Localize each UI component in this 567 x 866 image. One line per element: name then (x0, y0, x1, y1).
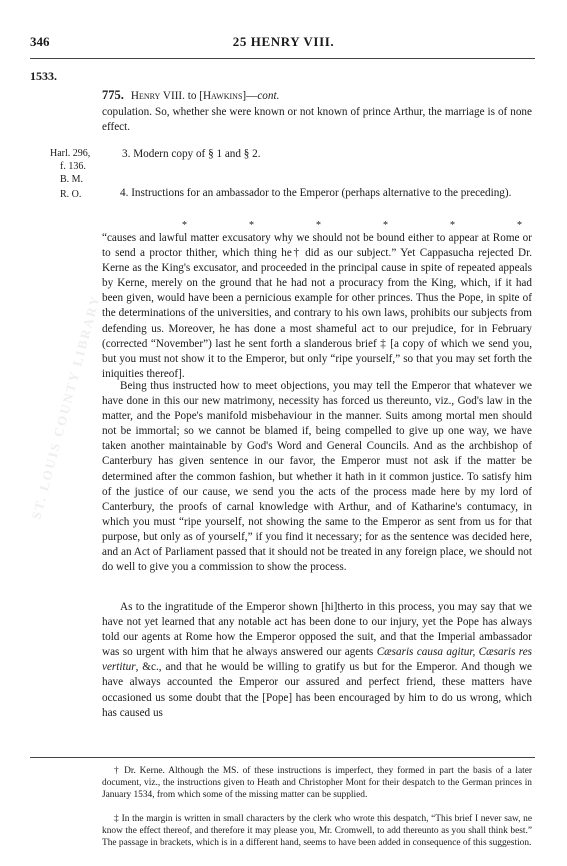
star-mark: * (249, 220, 254, 231)
paragraph-modern-copy: 3. Modern copy of § 1 and § 2. (122, 148, 261, 160)
ingratitude-text-a: As to the ingratitude of the Emperor shown [hi]therto in this process, you may say that we have not yet learned that any notable act has been done to our injury, yet the Pope has always told our agents at Rome how the Emperor opposed the suit, and that the Imperial ambassador was so urgent with him that he always answered our agents (102, 601, 532, 659)
entry-heading (102, 88, 532, 103)
footnote-dagger: † Dr. Kerne. Although the MS. of these instructions is imperfect, they formed in part the basis of a later document, viz., the instructions given to Heath and Christopher Mont for their despatch to the German princes in January 1534, from which some of the missing matter can be supplied. (102, 766, 532, 800)
page-header (0, 34, 567, 52)
entry-title-to: to [ (184, 90, 203, 102)
entry-title-dash: ]— (242, 90, 258, 102)
star-mark: * (517, 220, 522, 231)
footnote-rule (30, 757, 535, 758)
year-label: 1533. (30, 69, 57, 83)
star-mark: * (450, 220, 455, 231)
ellipsis-stars (182, 220, 522, 231)
entry-title-recipient: Hawkins (202, 90, 243, 102)
margin-ref-harl: Harl. 296, (50, 148, 91, 159)
svg-text:ST. LOUIS COUNTY LIBRARY: ST. LOUIS COUNTY LIBRARY (28, 293, 103, 521)
entry-title-sender: Henry VIII. (130, 90, 185, 102)
ingratitude-text-b: , &c., and that he would be willing to gratify us but for the Emperor. And though we have always accounted the Emperor our assured and perfect friend, these matters have occasioned us some doubt that the [Pope] has been encouraged by him to do us wrong, which has caused us (102, 661, 532, 719)
margin-ref-bm: B. M. (60, 174, 84, 185)
entry-number: 775. (102, 88, 124, 102)
paragraph-instructions: 4. Instructions for an ambassador to the Emperor (perhaps alternative to the preceding). (120, 187, 512, 199)
running-title: 25 HENRY VIII. (232, 34, 335, 49)
paragraph-causes: “causes and lawful matter excusatory why we should not be bound either to appear at Rome or to send a proctor thither, which thing he† did as our subject.” Yet Cappasucha rejected Dr. Kerne as the King's excusator, and proceeded in the principal cause in spite of repeated appeals by Kerne, merely on the ground that he had not a procuracy from the King, which, if it had been given, would have been a pernicious example for other princes. Thus the Pope, in spite of the determinations of the universities, and contrary to his own laws, prohibits our subjects from defending us. Moreover, he has done a most shameful act to our prejudice, for in February (corrected “November”) last he sent forth a slanderous brief ‡ [a copy of which we send you, but you must not show it to the Emperor, but only “ripe yourself,” so that you may set forth the iniquities thereof]. (102, 232, 532, 380)
margin-ref-ro: R. O. (60, 189, 82, 200)
star-mark: * (316, 220, 321, 231)
paragraph-copulation: copulation. So, whether she were known or not known of prince Arthur, the marriage is of none effect. (102, 106, 532, 134)
margin-ref-folio: f. 136. (60, 161, 86, 172)
latin-quote: Cæsaris causa agitur, Cæsaris res vertitur (102, 646, 533, 674)
star-mark: * (182, 220, 187, 231)
footnote-double-dagger: ‡ In the margin is written in small characters by the clerk who wrote this despatch, “This brief I never saw, ne know the effect thereof, and therefore it may please you, Mr. Cromwell, to add thereunto as you shall think best.” The passage in brackets, which is in a different hand, seems to have been added in consequence of this suggestion. (102, 814, 532, 848)
paragraph-ingratitude (102, 600, 532, 721)
paragraph-being-instructed: Being thus instructed how to meet objections, you may tell the Emperor that whatever we have done in this our new matrimony, necessity has forced us thereunto, viz., God's law in the matter, and the Pope's manifold misbehaviour in the manner. Suits among mortal men should not be immortal; so we cannot be blamed if, being compelled to give up one way, we have taken another maintainable by God's Word and General Councils. And as the archbishop of Canterbury has given sentence in our favor, the Emperor must not ask if the matter be determined after the common fashion, but whether it hath in it common justice. To satisfy him of the justice of our cause, we send you the acts of the process made here by my lord of Canterbury, the proofs of carnal knowledge with Arthur, and of Katharine's contumacy, in which you must “ripe yourself, not showing the same to the Emperor as sent from us for that purpose, but only as of yourself,” if you find it necessary; for as the sentence was decided here, and an Act of Parliament passed that it should not be treated in any foreign place, we should not do well to give you a commission to show the process. (102, 380, 532, 574)
header-rule (30, 58, 535, 59)
page-number: 346 (30, 34, 50, 49)
entry-title-cont: cont. (257, 90, 280, 102)
star-mark: * (383, 220, 388, 231)
